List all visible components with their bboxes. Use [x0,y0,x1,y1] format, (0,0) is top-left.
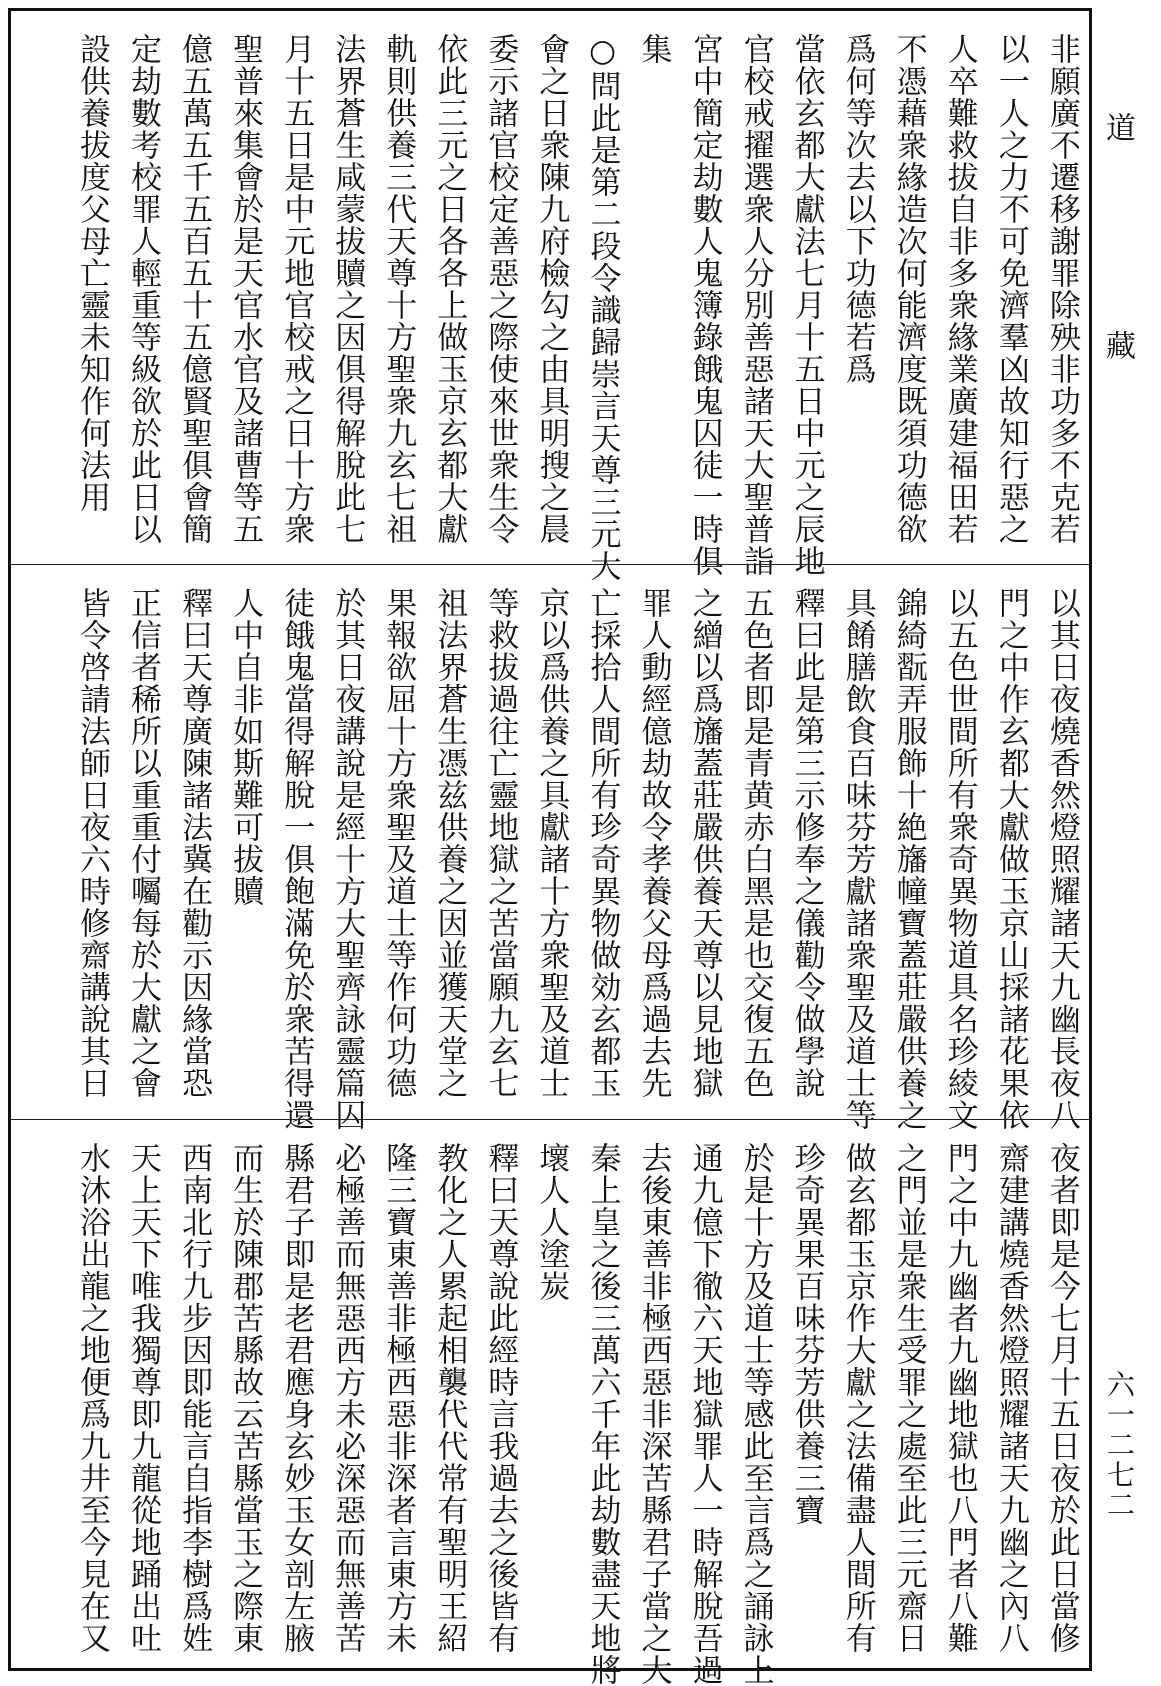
text-column: 軌則供養三代天尊十方聖衆九玄七祖 [380,33,417,545]
text-column: 水沐浴出龍之地便爲九井至今見在又 [74,1142,110,1654]
text-column: 以五色世間所有衆奇異物道具名珍綾文 [941,587,978,1131]
text-column: 於其日夜講說是經十方大聖齊詠靈篇囚 [329,587,366,1131]
text-column: 釋曰天尊廣陳諸法冀在勸示因緣當恐 [176,587,213,1099]
text-column: 做玄都玉京作大獻之法備盡人間所有 [839,1142,876,1654]
text-column: 集 [635,33,672,65]
text-column: 不憑藉衆緣造次何能濟度既須功德欲 [890,33,927,545]
text-column: 五色者即是青黄赤白黑是也交復五色 [737,587,774,1099]
text-column: 於是十方及道士等感此至言爲之誦詠上 [737,1142,774,1686]
text-columns [69,1142,1080,1686]
text-column: 門之中九幽者九幽地獄也八門者八難 [941,1142,978,1654]
text-column: 西南北行九步因即能言自指李樹爲姓 [176,1142,213,1654]
text-column: 人中自非如斯難可拔贖 [227,587,264,907]
page-number: 六一二七二 [1103,1370,1136,1520]
text-column: 法界蒼生咸蒙拔贖之因俱得解脫此七 [329,33,366,545]
text-column: 皆令啓請法師日夜六時修齋講說其日 [74,587,110,1099]
text-column: 億五萬五千五百五十五億賢聖俱會簡 [176,33,213,545]
text-panel-top [11,11,1089,582]
text-column: 設供養拔度父母亡靈未知作何法用 [74,33,110,513]
text-column: 非願廣不遷移謝罪除殃非功多不克若 [1043,33,1080,545]
text-column: 徒餓鬼當得解脫一俱飽滿免於衆苦得還 [278,587,315,1131]
text-column: 具餚膳飲食百味芬芳獻諸衆聖及道士等 [839,587,876,1131]
text-column: 秦上皇之後三萬六千年此劫數盡天地將 [584,1142,621,1686]
text-column: 夜者即是今七月十五日夜於此日當修 [1043,1142,1080,1654]
text-column: 定劫數考校罪人輕重等級欲於此日以 [125,33,162,545]
text-column: 教化之人累起相襲代代常有聖明王紹 [431,1142,468,1654]
text-column: 釋曰天尊說此經時言我過去之後皆有 [482,1142,519,1654]
text-column: 官校戒擢選衆人分別善惡諸天大聖普詣 [737,33,774,577]
text-column: 正信者稀所以重重付囑每於大獻之會 [125,587,162,1099]
text-column: 月十五日是中元地官校戒之日十方衆 [278,33,315,545]
margin-label-dao: 道 [1100,112,1135,142]
scripture-page-frame [8,8,1092,1686]
text-column: 京以爲供養之具獻諸十方衆聖及道士 [533,587,570,1099]
text-panel-middle [11,564,1089,1131]
text-column: 之門並是衆生受罪之處至此三元齋日 [890,1142,927,1654]
text-column: 亡採拾人間所有珍奇異物做効玄都玉 [584,587,621,1099]
text-columns [69,587,1080,1131]
margin-label-cang: 藏 [1100,330,1135,360]
text-column: 門之中作玄都大獻做玉京山採諸花果依 [992,587,1029,1131]
text-column: 錦綺翫弄服飾十絶旛幢寶蓋莊嚴供養之 [890,587,927,1131]
text-column: 罪人動經億劫故令孝養父母爲過去先 [635,587,672,1099]
text-column: 珍奇異果百味芬芳供養三寶 [788,1142,825,1526]
text-column: 隆三寶東善非極西惡非深者言東方未 [380,1142,417,1654]
text-column: 去後東善非極西惡非深苦縣君子當之大 [635,1142,672,1686]
text-column: 必極善而無惡西方未必深惡而無善苦 [329,1142,366,1654]
text-column: 宮中簡定劫數人鬼簿錄餓鬼囚徒一時俱 [686,33,723,577]
text-column: 天上天下唯我獨尊即九龍從地踊出吐 [125,1142,162,1654]
text-column: 當依玄都大獻法七月十五日中元之辰地 [788,33,825,577]
text-column: 祖法界蒼生憑兹供養之因並獲天堂之 [431,587,468,1099]
text-column: 通九億下徹六天地獄罪人一時解脫吾過 [686,1142,723,1686]
text-column: 以一人之力不可免濟羣凶故知行惡之 [992,33,1029,545]
text-column: 果報欲屈十方衆聖及道士等作何功德 [380,587,417,1099]
text-column: 以其日夜燒香然燈照耀諸天九幽長夜八 [1043,587,1080,1131]
text-column: 等救拔過往亡靈地獄之苦當願九玄七 [482,587,519,1099]
text-column: 會之日衆陳九府檢勾之由具明搜之晨 [533,33,570,545]
text-panel-bottom [11,1119,1089,1686]
text-column: 縣君子即是老君應身玄妙玉女剖左腋 [278,1142,315,1654]
text-columns [69,33,1080,582]
text-column: 爲何等次去以下功德若爲 [839,33,876,385]
text-column: 委示諸官校定善惡之際使來世衆生令 [482,33,519,545]
text-column: 釋曰此是第三示修奉之儀勸令做學說 [788,587,825,1099]
text-column: ○問此是第二段令識歸崇言天尊三元大 [584,33,621,582]
text-column: 而生於陳郡苦縣故云苦縣當玉之際東 [227,1142,264,1654]
text-column: 聖普來集會於是天官水官及諸曹等五 [227,33,264,545]
text-column: 人卒難救拔自非多衆緣業廣建福田若 [941,33,978,545]
text-column: 齋建講燒香然燈照耀諸天九幽之內八 [992,1142,1029,1654]
text-column: 依此三元之日各各上做玉京玄都大獻 [431,33,468,545]
text-column: 之繒以爲旛蓋莊嚴供養天尊以見地獄 [686,587,723,1099]
text-column: 壞人人塗炭 [533,1142,570,1302]
